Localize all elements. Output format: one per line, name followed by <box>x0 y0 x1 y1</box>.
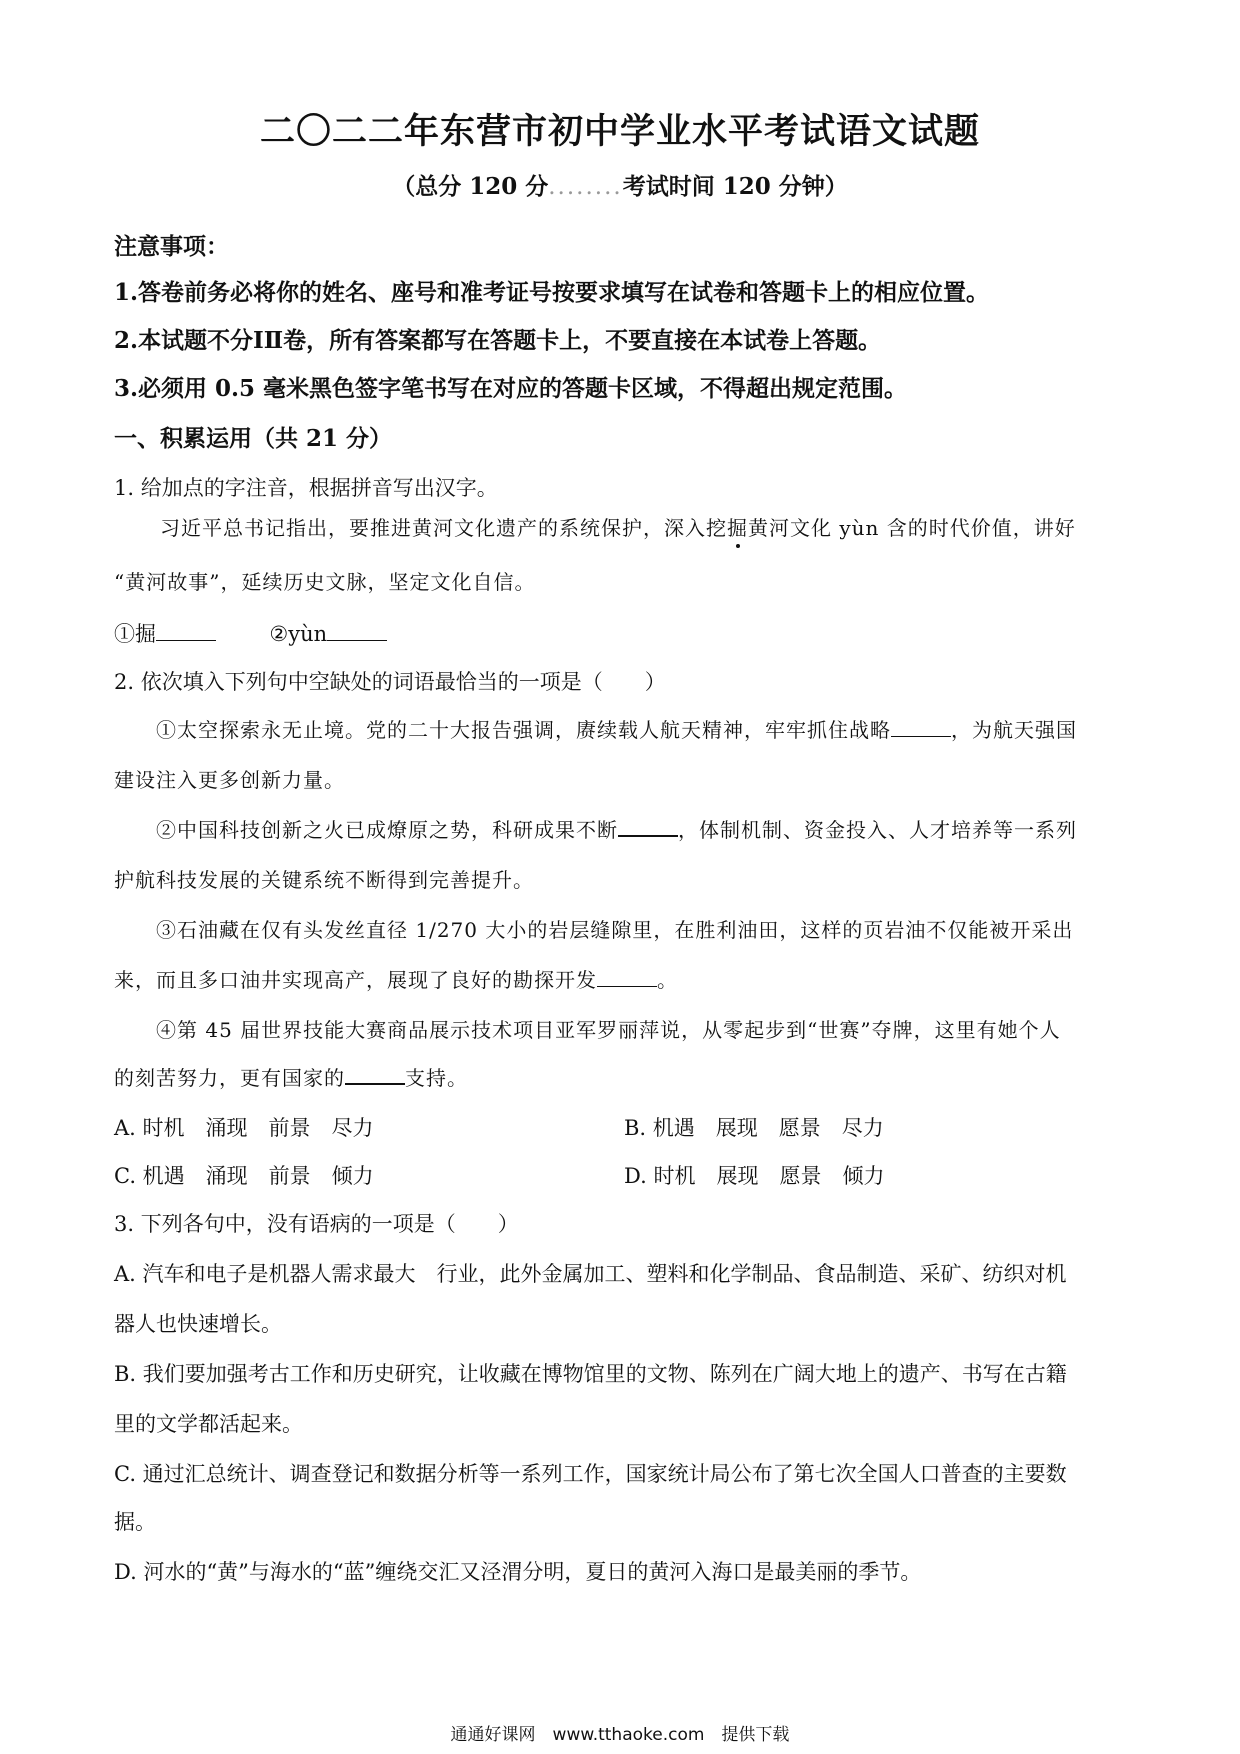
footer-source: 通通好课网 www.tthaoke.com 提供下载 <box>450 1725 790 1745</box>
q3-option-d-line-1: D. 河水的“黄”与海水的“蓝”缠绕交汇又泾渭分明，夏日的黄河入海口是最美丽的季节。 <box>114 1560 922 1584</box>
sentence-text: ，为航天强国 <box>951 718 1077 742</box>
page-title: 二〇二二年东营市初中学业水平考试语文试题 <box>259 111 980 152</box>
q2-sentence-4-line-2 <box>114 1062 468 1091</box>
sentence-text: ①太空探索永无止境。党的二十大报告强调，赓续载人航天精神，牢牢抓住战略 <box>156 718 891 742</box>
answer-1-blank <box>156 622 216 641</box>
q3-option-b-line-2: 里的文学都活起来。 <box>114 1412 303 1436</box>
blank-3 <box>597 968 657 987</box>
q2-sentence-3-line-1: ③石油藏在仅有头发丝直径 1/270 大小的岩层缝隙里，在胜利油田，这样的页岩油不仅能被开采出 <box>156 918 1074 942</box>
sentence-text: 的刻苦努力，更有国家的 <box>114 1066 345 1090</box>
q2-option-d: D. 时机 展现 愿景 倾力 <box>624 1164 885 1188</box>
passage-text: 习近平总书记指出，要推进黄河文化遗产的系统保护，深入挖 <box>160 516 727 540</box>
sentence-text: 来，而且多口油井实现高产，展现了良好的勘探开发 <box>114 968 597 992</box>
note-item-2: 2.本试题不分ⅠⅡ卷，所有答案都写在答题卡上，不要直接在本试卷上答题。 <box>114 327 882 354</box>
q3-option-a-line-2: 器人也快速增长。 <box>114 1312 282 1336</box>
q2-sentence-1-line-2: 建设注入更多创新力量。 <box>114 768 345 792</box>
exam-subtitle <box>0 168 1240 201</box>
q2-sentence-4-line-1: ④第 45 届世界技能大赛商品展示技术项目亚军罗丽萍说，从零起步到“世赛”夺牌，这里有她个人 <box>156 1018 1061 1042</box>
blank-2 <box>618 817 678 837</box>
answer-2-blank <box>327 622 387 641</box>
dotted-char: 掘 <box>727 516 748 540</box>
q3-option-c-line-1: C. 通过汇总统计、调查登记和数据分析等一系列工作，国家统计局公布了第七次全国人口普查的主要数 <box>114 1462 1067 1486</box>
q2-sentence-2-line-2: 护航科技发展的关键系统不断得到完善提升。 <box>114 868 534 892</box>
answer-1-label: ①掘 <box>114 622 156 646</box>
section-heading: 一、积累运用（共 21 分） <box>114 425 393 452</box>
sentence-text: ②中国科技创新之火已成燎原之势，科研成果不断 <box>156 818 618 842</box>
note-item-3: 3.必须用 0.5 毫米黑色签字笔书写在对应的答题卡区域，不得超出规定范围。 <box>114 375 908 402</box>
q3-option-b-line-1: B. 我们要加强考古工作和历史研究，让收藏在博物馆里的文物、陈列在广阔大地上的遗产、书写在古籍 <box>114 1362 1067 1386</box>
q2-sentence-3-line-2 <box>114 964 678 993</box>
blank-4 <box>345 1065 405 1085</box>
q2-stem: 2. 依次填入下列句中空缺处的词语最恰当的一项是（ ） <box>114 670 666 694</box>
q2-sentence-1-line-1 <box>156 714 1077 743</box>
q3-option-a-line-1: A. 汽车和电子是机器人需求最大 行业，此外金属加工、塑料和化学制品、食品制造、采矿、纺织对机 <box>114 1262 1067 1286</box>
q1-passage-line-1 <box>160 512 1076 541</box>
q3-stem: 3. 下列各句中，没有语病的一项是（ ） <box>114 1212 519 1236</box>
q1-passage-line-2: “黄河故事”，延续历史文脉，坚定文化自信。 <box>114 570 536 594</box>
q2-option-a: A. 时机 涌现 前景 尽力 <box>114 1116 374 1140</box>
subtitle-dots: ........ <box>548 174 623 200</box>
q2-option-b: B. 机遇 展现 愿景 尽力 <box>624 1116 884 1140</box>
q2-sentence-2-line-1 <box>156 814 1077 843</box>
exam-duration: 考试时间 120 分钟） <box>622 173 848 200</box>
passage-text: 黄河文化 yùn 含的时代价值，讲好 <box>748 516 1076 540</box>
q2-option-c: C. 机遇 涌现 前景 倾力 <box>114 1164 374 1188</box>
notes-heading: 注意事项： <box>114 233 229 260</box>
blank-1 <box>891 718 951 737</box>
note-item-1: 1.答卷前务必将你的姓名、座号和准考证号按要求填写在试卷和答题卡上的相应位置。 <box>114 279 990 306</box>
q3-option-c-line-2: 据。 <box>114 1510 156 1534</box>
q1-answers <box>114 618 387 648</box>
answer-2-label: ②yùn <box>269 622 328 646</box>
sentence-text: 。 <box>657 968 678 992</box>
q1-stem: 1. 给加点的字注音，根据拼音写出汉字。 <box>114 476 498 500</box>
sentence-text: 支持。 <box>405 1066 468 1090</box>
total-score: （总分 120 分 <box>392 173 549 200</box>
sentence-text: ，体制机制、资金投入、人才培养等一系列 <box>678 818 1077 842</box>
